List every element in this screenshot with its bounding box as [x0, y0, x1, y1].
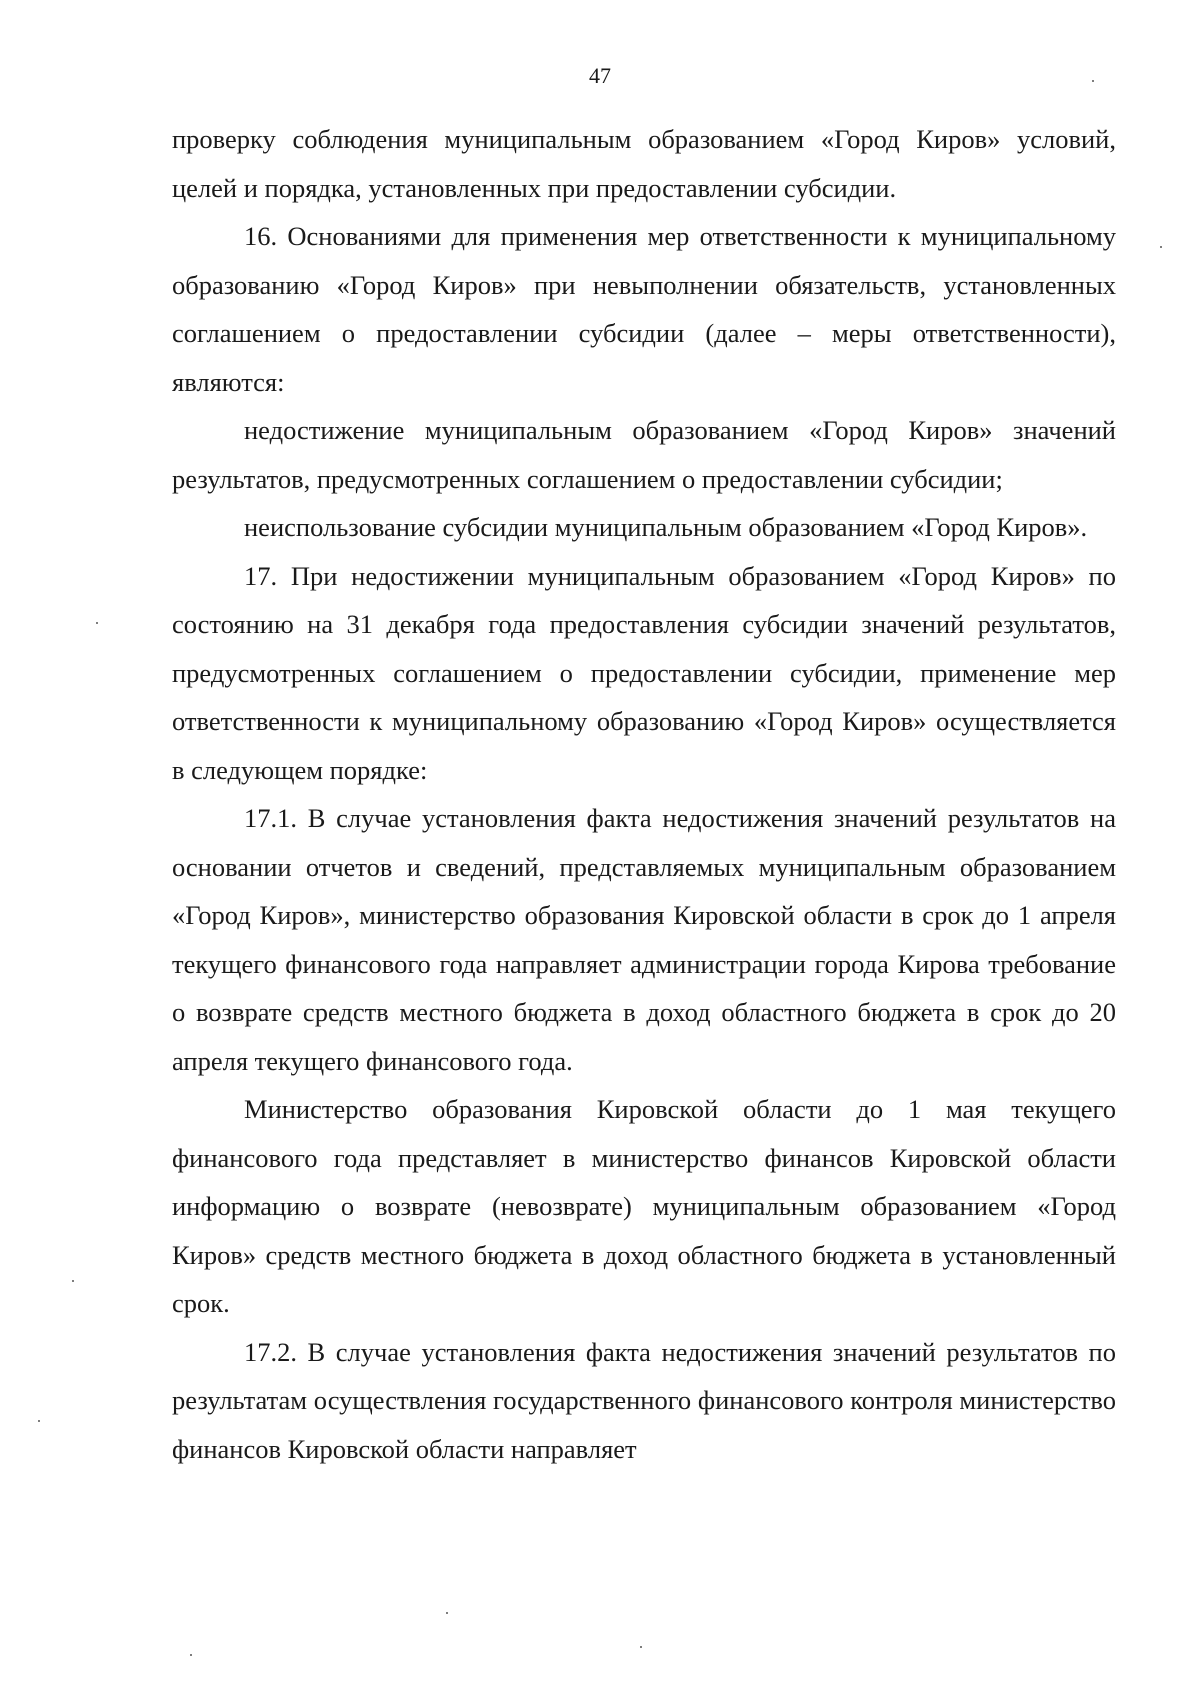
page-number: 47	[589, 63, 611, 88]
paragraph-17-2: 17.2. В случае установления факта недостижения значений результатов по результатам осуществления государственного финансового контроля министерство финансов Кировской области направляет	[172, 1336, 1116, 1464]
paragraph-16: 16. Основаниями для применения мер ответственности к муниципальному образованию «Город Киров» при невыполнении обязательств, установленных соглашением о предоставлении субсидии (далее – меры ответственности), являются:	[172, 221, 1116, 397]
paragraph-16-item-1: недостижение муниципальным образованием «Город Киров» значений результатов, предусмотренных соглашением о предоставлении субсидии;	[172, 415, 1116, 494]
paragraph-17: 17. При недостижении муниципальным образованием «Город Киров» по состоянию на 31 декабря года предоставления субсидии значений результатов, предусмотренных соглашением о предоставлении субсидии, применение мер ответственности к муниципальному образованию «Город Киров» осуществляется в следующем порядке:	[172, 560, 1116, 785]
paragraph-continuation: проверку соблюдения муниципальным образованием «Город Киров» условий, целей и порядка, установленных при предоставлении субсидии.	[172, 124, 1116, 203]
paragraph-16-item-2: неиспользование субсидии муниципальным образованием «Город Киров».	[244, 512, 1088, 542]
scan-speck	[72, 1280, 74, 1282]
paragraph-17-1-continued: Министерство образования Кировской области до 1 мая текущего финансового года представляет в министерство финансов Кировской области информацию о возврате (невозврате) муниципальным образованием «Город Киров» средств местного бюджета в доход областного бюджета в установленный срок.	[172, 1094, 1116, 1318]
scan-speck	[1160, 246, 1162, 248]
scan-speck	[640, 1646, 642, 1648]
scan-speck	[190, 1654, 192, 1656]
scan-speck	[446, 1612, 448, 1614]
paragraph-17-1: 17.1. В случае установления факта недостижения значений результатов на основании отчетов и сведений, представляемых муниципальным образованием «Город Киров», министерство образования Кировской области в срок до 1 апреля текущего финансового года направляет администрации города Кирова требование о возврате средств местного бюджета в доход областного бюджета в срок до 20 апреля текущего финансового года.	[172, 803, 1116, 1076]
document-body	[172, 115, 1116, 1473]
scan-speck	[96, 622, 98, 624]
scan-speck	[38, 1420, 40, 1422]
scan-speck	[1092, 80, 1094, 82]
